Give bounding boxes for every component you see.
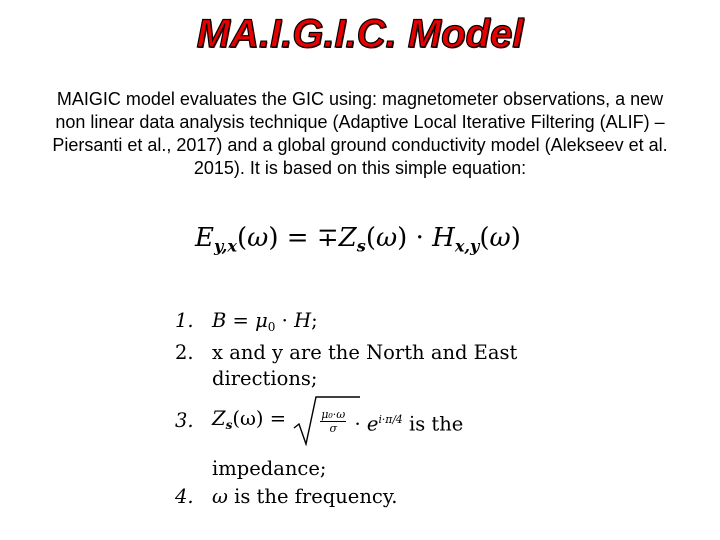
sqrt-symbol xyxy=(292,394,348,446)
item3-Z: Z xyxy=(212,407,226,431)
list-number: 2. xyxy=(175,341,194,365)
eq-omega: ω xyxy=(247,223,269,253)
item1-equals: = xyxy=(232,309,249,332)
list-item xyxy=(175,456,555,482)
intro-line: non linear data analysis technique (Adaptive Local Iterative Filtering (ALIF) – xyxy=(55,112,665,132)
list-number: 4. xyxy=(175,485,194,509)
intro-line: Piersanti et al., 2017) and a global ground conductivity model (Alekseev et al. xyxy=(52,135,668,155)
definition-list xyxy=(175,308,555,510)
eq-equals: = xyxy=(286,223,309,253)
item3-Z-subscript: s xyxy=(225,418,233,433)
eq-H: H xyxy=(432,223,455,253)
item4-tail: is the frequency. xyxy=(234,485,398,509)
item3-line2: impedance; xyxy=(212,457,327,481)
eq-omega: ω xyxy=(375,223,398,253)
intro-paragraph xyxy=(14,88,706,180)
item3-tail: is the xyxy=(408,412,464,436)
item1-end: ; xyxy=(311,309,318,332)
item3-e: e xyxy=(366,412,379,436)
list-item xyxy=(175,394,555,448)
item3-omega: (ω) xyxy=(232,407,264,431)
item2-line: x and y are the North and East xyxy=(212,341,518,365)
slide-title xyxy=(0,6,720,62)
item1-mu: μ xyxy=(255,309,268,332)
eq-dot: · xyxy=(415,223,424,253)
list-number: 3. xyxy=(175,409,194,433)
list-item xyxy=(175,340,555,392)
list-number: 1. xyxy=(175,309,194,332)
eq-Z: Z xyxy=(338,223,357,253)
title-text: MA.I.G.I.C. Model xyxy=(196,12,524,56)
eq-H-subscript: x,y xyxy=(454,236,480,256)
item2-line: directions; xyxy=(212,367,318,391)
item1-dot: · xyxy=(281,309,288,332)
list-item xyxy=(175,484,555,510)
intro-line: MAIGIC model evaluates the GIC using: magnetometer observations, a new xyxy=(56,89,664,109)
eq-omega: ω xyxy=(489,223,511,253)
item3-exponent: i·π/4 xyxy=(378,412,403,426)
eq-Z-subscript: s xyxy=(356,236,366,256)
eq-E-subscript: y,x xyxy=(213,236,238,256)
fraction-numerator: μ₀·ω xyxy=(321,408,346,422)
fraction-denominator: σ xyxy=(329,422,338,436)
item1-H: H xyxy=(294,309,312,332)
list-item xyxy=(175,308,555,340)
eq-E: E xyxy=(195,223,214,253)
item3-equals: = xyxy=(269,407,287,431)
intro-line: 2015). It is based on this simple equation: xyxy=(193,158,527,178)
item1-B: B xyxy=(212,309,227,332)
item3-dot: · xyxy=(354,412,361,436)
item4-omega: ω xyxy=(212,485,228,509)
main-equation: $E_{y,x}(\omega) = \mp Z_s(\omega) \cdot H_{x,y}(\omega)$ xyxy=(195,223,521,256)
eq-minus-plus: ∓ xyxy=(316,223,339,253)
item1-mu-subscript: 0 xyxy=(267,320,276,335)
